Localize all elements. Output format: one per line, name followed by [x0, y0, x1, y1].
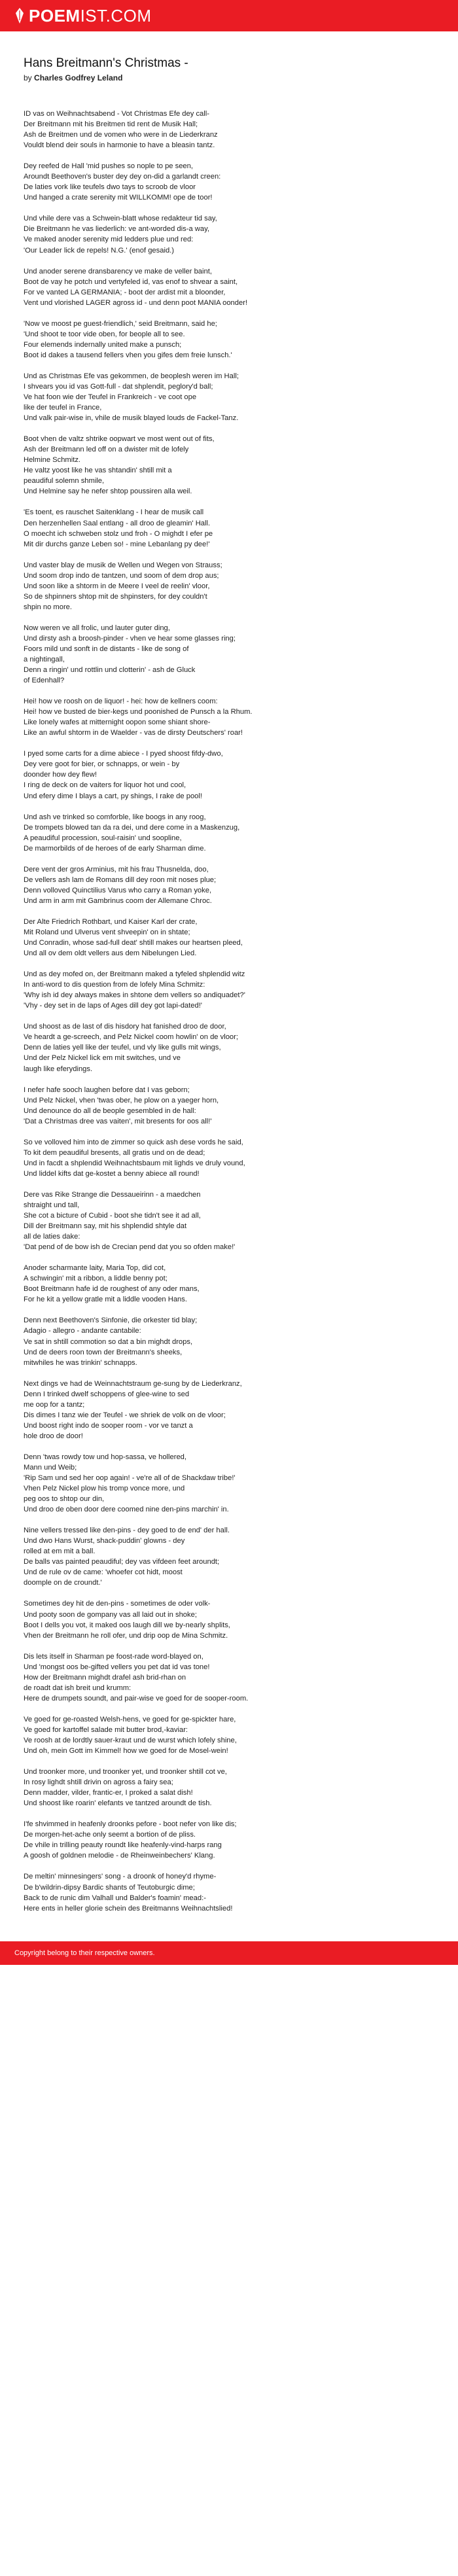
- poem-line: Und liddel kifts dat ge-kostet a benny abiece all round!: [24, 1169, 200, 1178]
- poem-stanza: [24, 1651, 434, 1704]
- poem-line: Denn 'twas rowdy tow und hop-sassa, ve hollered,: [24, 1453, 187, 1461]
- poem-line: mitwhiles he was trinkin' schnapps.: [24, 1358, 137, 1367]
- poem-stanza: [24, 1379, 434, 1441]
- poem-line: Like lonely wafes at mitternight oopon some shiant shore-: [24, 718, 211, 727]
- poem-line: Und troonker more, und troonker yet, und troonker shtill cot ve,: [24, 1768, 227, 1776]
- poem-line: hole droo de door!: [24, 1432, 83, 1440]
- poem-line: Ve roosh at de lordtly sauer-kraut und de wurst which lofely shine,: [24, 1737, 237, 1744]
- poem-line: Boot Breitmann hafe id de roughest of any oder mans,: [24, 1285, 200, 1294]
- copyright-text: Copyright belong to their respective owners.: [14, 1949, 155, 1957]
- poem-line: Boot I dells you vot, it maked oos laugh dill we by-nearly shplits,: [24, 1621, 230, 1629]
- poem-stanza: [24, 749, 434, 801]
- poem-line: Ve goed for kartoffel salade mit butter brod,-kaviar:: [24, 1725, 188, 1734]
- poem-line: 'Why ish id dey always makes in shtone dem vellers so andiquadet?': [24, 991, 245, 1000]
- poem-content: [0, 31, 458, 1914]
- poem-stanza: [24, 1137, 434, 1179]
- poem-line: Ve maked anoder serenity mid ledders plue und red:: [24, 236, 194, 244]
- poem-stanza: [24, 1452, 434, 1515]
- poem-line: Denn next Beethoven's Sinfonie, die orkester tid blay;: [24, 1316, 198, 1325]
- poem-line: Und dwo Hans Wurst, shack-puddin' glowns - dey: [24, 1537, 185, 1545]
- poem-line: So ve volloved him into de zimmer so quick ash dese vords he said,: [24, 1138, 243, 1146]
- poem-line: a nightingall,: [24, 656, 65, 664]
- poem-line: Denn a ringin' und rottlin und clotterin' - ash de Gluck: [24, 666, 196, 675]
- poem-line: Und denounce do all de beople gesembled in de hall:: [24, 1106, 196, 1115]
- poem-line: Aroundt Beethoven's buster dey dey on-did a garlandt creen:: [24, 173, 221, 181]
- poem-line: peg oos to shtop our din,: [24, 1495, 105, 1504]
- poem-line: Die Breitmann he vas liederlich: ve ant-worded dis-a way,: [24, 225, 209, 234]
- poem-line: De marmorbilds of de heroes of de early Sharman dime.: [24, 844, 206, 853]
- poem-line: I pyed some carts for a dime abiece - I pyed shoost fifdy-dwo,: [24, 750, 223, 758]
- poem-line: Hei! how ve busted de bier-kegs und poonished de Punsch a la Rhum.: [24, 708, 253, 716]
- poem-line: Und oh, mein Gott im Kimmel! how we goed for de Mosel-wein!: [24, 1747, 228, 1756]
- poem-line: Denn de laties yell like der teufel, und vly like gulls mit wings,: [24, 1044, 221, 1052]
- poem-line: De trompets blowed tan da ra dei, und dere come in a Maskenzug,: [24, 823, 240, 832]
- poem-line: Mit dir durchs ganze Leben so! - mine Lebanlang py dee!': [24, 540, 210, 548]
- site-footer: [0, 1941, 458, 1965]
- poem-line: Dis lets itself in Sharman pe foost-rade word-blayed on,: [24, 1652, 203, 1661]
- poem-stanza: [24, 1598, 434, 1640]
- poem-stanza: [24, 696, 434, 738]
- poem-stanza: [24, 1315, 434, 1367]
- poem-line: Ve heardt a ge-screech, and Pelz Nickel coom howlin' on de vloor;: [24, 1033, 238, 1042]
- poem-line: Und 'mongst oos be-gifted vellers you pet dat id vas tone!: [24, 1663, 210, 1671]
- poem-line: 'Rip Sam und sed her oop again! - ve're all of de Shackdaw tribe!': [24, 1474, 236, 1483]
- poem-line: Und ash ve trinked so comforble, like boogs in any roog,: [24, 813, 206, 821]
- poem-line: 'Es toent, es rauschet Saitenklang - I hear de musik call: [24, 508, 204, 517]
- poem-line: Anoder scharmante laity, Maria Top, did cot,: [24, 1264, 166, 1273]
- poem-line: Der Alte Friedrich Rothbart, und Kaiser Karl der crate,: [24, 917, 198, 926]
- poem-line: In anti-word to dis question from de lofely Mina Schmitz:: [24, 981, 205, 989]
- poem-line: Boot de vay he potch und vertyfeled id, vas enof to shvear a saint,: [24, 277, 238, 286]
- poem-line: doomple on de croundt.': [24, 1579, 102, 1587]
- poem-stanza: [24, 1190, 434, 1252]
- poem-line: ID vas on Weihnachtsabend - Vot Christmas Efe dey call-: [24, 110, 209, 118]
- poem-line: How der Breitmann mighdt drafel ash brid-rhan on: [24, 1673, 186, 1682]
- poem-line: Vhen der Breitmann he roll ofer, und drip oop de Mina Schmitz.: [24, 1631, 228, 1640]
- poem-line: De meltin' minnesingers' song - a droonk of honey'd rhyme-: [24, 1873, 217, 1881]
- poem-line: De laties vork like teufels dwo tays to scroob de vloor: [24, 183, 196, 192]
- poem-line: Und vaster blay de musik de Wellen und Wegen von Strauss;: [24, 561, 222, 569]
- poem-line: To kit dem peaudiful bresents, all gratis und on de dead;: [24, 1148, 205, 1157]
- poem-line: O moecht ich schweben stolz und froh - O mighdt I efer pe: [24, 529, 213, 538]
- poem-line: 'Our Leader lick de repels! N.G.' (enof gesaid.): [24, 246, 174, 255]
- poem-line: Und Conradin, whose sad-full deat' shtill makes our heartsen pleed,: [24, 939, 243, 947]
- poem-line: 'Now ve moost pe guest-friendlich,' seid Breitmann, said he;: [24, 319, 217, 328]
- poem-stanza: [24, 1819, 434, 1861]
- poem-line: Und de rule ov de came: 'whoefer cot hidt, moost: [24, 1568, 183, 1577]
- poem-line: Und de deers roon town der Breitmann's sheeks,: [24, 1348, 183, 1356]
- poem-stanza: [24, 371, 434, 423]
- poem-line: Denn madder, vilder, frantic-er, I proked a salat dish!: [24, 1789, 193, 1797]
- poem-line: Und as dey mofed on, der Breitmann maked a tyfeled shplendid witz: [24, 970, 245, 979]
- poem-line: Mann und Weib;: [24, 1463, 77, 1472]
- poem-line: shpin no more.: [24, 603, 73, 611]
- poem-line: Ash der Breitmann led off on a dwister mit de lofely: [24, 446, 189, 454]
- poem-line: Boot vhen de valtz shtrike oopwart ve most went out of fits,: [24, 435, 215, 444]
- poem-stanza: [24, 812, 434, 854]
- poem-line: Dis dimes I tanz wie der Teufel - we shriek de volk on de vloor;: [24, 1411, 226, 1419]
- poem-body: [24, 109, 434, 1914]
- poem-stanza: [24, 1525, 434, 1588]
- poem-line: Foors mild und sonft in de distants - like de song of: [24, 644, 189, 653]
- poem-stanza: [24, 1021, 434, 1074]
- poem-line: Back to de runic dim Valhall und Balder's foamin' mead:-: [24, 1894, 206, 1902]
- poem-line: Four elemends indernally united make a punsch;: [24, 340, 182, 349]
- poem-line: Vhen Pelz Nickel plow his tromp vonce more, und: [24, 1485, 185, 1493]
- poem-line: rolled at em mit a ball.: [24, 1547, 96, 1556]
- poem-stanza: [24, 109, 434, 150]
- poem-line: A schwingin' mit a ribbon, a liddle benny pot;: [24, 1275, 167, 1283]
- poem-line: Und droo de oben door dere coomed nine den-pins marchin' in.: [24, 1506, 229, 1514]
- poem-line: De balls vas painted peaudiful; dey vas vifdeen feet aroundt;: [24, 1558, 220, 1566]
- poem-line: shtraight und tall,: [24, 1201, 80, 1209]
- poem-stanza: [24, 319, 434, 361]
- poem-line: Dill der Breitmann say, mit his shplendid shtyle dat: [24, 1222, 187, 1231]
- quill-pen-icon: [14, 7, 25, 24]
- poem-line: Dey reefed de Hall 'mid pushes so nople to pe seen,: [24, 162, 193, 171]
- poem-line: For ve vanted LA GERMANIA; - boot der ardist mit a bloonder,: [24, 288, 226, 296]
- poem-stanza: [24, 1714, 434, 1756]
- poem-line: De vellers ash lam de Romans dill dey roon mit noses plue;: [24, 875, 217, 884]
- logo-text-bold: POEM: [29, 5, 80, 26]
- poem-stanza: [24, 969, 434, 1011]
- poem-line: Und anoder serene dransbarency ve make de veller baint,: [24, 267, 212, 275]
- poem-line: doonder how dey flew!: [24, 771, 97, 779]
- poem-line: I ring de deck on de vaiters for liquor hot und cool,: [24, 781, 186, 790]
- byline-prefix: by: [24, 73, 32, 82]
- poem-line: She cot a bicture of Cubid - boot she tidn't see it ad all,: [24, 1212, 201, 1220]
- poem-stanza: [24, 917, 434, 959]
- poem-line: Adagio - allegro - andante cantabile:: [24, 1327, 141, 1335]
- site-header: [0, 0, 458, 31]
- poem-line: Und arm in arm mit Gambrinus coom der Allemane Chroc.: [24, 896, 212, 905]
- poem-line: Und dirsty ash a broosh-pinder - vhen ve hear some glasses ring;: [24, 634, 236, 643]
- poem-title: Hans Breitmann's Christmas -: [24, 56, 188, 70]
- poem-line: Und in facdt a shplendid Weihnachtsbaum mit lighds ve druly vound,: [24, 1159, 245, 1167]
- poem-line: Ash de Breitmen und de vomen who were in de Liederkranz: [24, 131, 218, 139]
- poem-line: Und der Pelz Nickel lick em mit switches, und ve: [24, 1054, 181, 1063]
- site-logo[interactable]: [14, 6, 152, 26]
- poem-line: Hei! how ve roosh on de liquor! - hei: how de kellners coom:: [24, 697, 218, 706]
- poem-line: like der teufel in France,: [24, 404, 102, 412]
- poem-line: Next dings ve had de Weinnachtstraum ge-sung by de Liederkranz,: [24, 1379, 242, 1388]
- poem-line: A peaudiful procession, soul-raisin' und soopline,: [24, 834, 182, 842]
- poem-line: Und Helmine say he nefer shtop poussiren alla weil.: [24, 487, 192, 496]
- byline: [24, 73, 434, 82]
- poem-line: Like an awful shtorm in de Waelder - vas de dirsty Deutschers' roar!: [24, 729, 243, 737]
- poem-stanza: [24, 213, 434, 255]
- poem-stanza: [24, 1263, 434, 1305]
- poem-line: Dere vent der gros Arminius, mit his frau Thusnelda, doo,: [24, 865, 209, 873]
- poem-line: of Edenhall?: [24, 677, 65, 685]
- poem-stanza: [24, 1085, 434, 1127]
- poem-line: Now weren ve all frolic, und lauter guter ding,: [24, 624, 170, 632]
- poem-line: all de laties dake:: [24, 1233, 80, 1241]
- poem-line: Denn I trinked dwelf schoppens of glee-wine to sed: [24, 1390, 190, 1398]
- poem-line: 'Und shoot te toor vide oben, for beople all to see.: [24, 330, 185, 338]
- poem-stanza: [24, 161, 434, 203]
- poem-stanza: [24, 1767, 434, 1808]
- logo-text-light: IST.COM: [80, 5, 152, 26]
- poem-line: Und vhile dere vas a Schwein-blatt whose redakteur tid say,: [24, 215, 217, 223]
- poem-line: Here ents in heller glorie schein des Breitmanns Weihnachtslied!: [24, 1904, 233, 1913]
- poem-stanza: [24, 560, 434, 612]
- poem-line: Dere vas Rike Strange die Dessaueirinn - a maedchen: [24, 1190, 201, 1199]
- poem-line: I shvears you id vas Gott-full - dat shplendit, peglory'd ball;: [24, 382, 213, 391]
- poem-line: de roadt dat ish breit und krumm:: [24, 1684, 132, 1692]
- poem-line: 'Dat pend of de bow ish de Crecian pend dat you so ofden make!': [24, 1243, 236, 1252]
- poem-line: He valtz yoost like he vas shtandin' shtill mit a: [24, 467, 172, 475]
- poem-line: Vouldt blend deir souls in harmonie to have a bleasin tantz.: [24, 141, 215, 150]
- poem-line: In rosy lighdt shtill drivin on agross a fairy sea;: [24, 1778, 173, 1787]
- poem-line: Und soon like a shtorm in de Meere I veel de reelin' vloor,: [24, 582, 210, 590]
- poem-line: De b'wildrin-dipsy Bardic shants of Teutoburgic dime;: [24, 1883, 195, 1892]
- poem-line: Und valk pair-wise in, vhile de musik blayed louds de Fackel-Tanz.: [24, 414, 239, 423]
- poem-line: Helmine Schmitz.: [24, 456, 81, 465]
- poem-line: Den herzenhellen Saal entlang - all droo de gleamin' Hall.: [24, 519, 211, 527]
- poem-line: Vent und vlorished LAGER agross id - und denn poot MANIA oonder!: [24, 298, 248, 307]
- poem-line: De morgen-het-ache only seemt a bortion of de pliss.: [24, 1831, 196, 1839]
- poem-line: I'fe shvimmed in heafenly droonks pefore - boot nefer von like dis;: [24, 1820, 237, 1829]
- poem-line: Und Pelz Nickel, vhen 'twas ober, he plow on a yaeger horn,: [24, 1096, 219, 1104]
- poem-stanza: [24, 266, 434, 308]
- poem-line: Und hanged a crate serenity mit WILLKOMM! ope de toor!: [24, 194, 213, 202]
- author-link[interactable]: Charles Godfrey Leland: [34, 73, 123, 82]
- poem-line: Mit Roland und Ulverus vent shveepin' on in shtate;: [24, 928, 190, 936]
- poem-line: Dey vere goot for bier, or schnapps, or wein - by: [24, 760, 180, 769]
- poem-line: Ve sat in shtill commotion so dat a bin mighdt drops,: [24, 1337, 193, 1346]
- poem-stanza: [24, 434, 434, 497]
- poem-line: 'Vhy - dey set in de laps of Ages dill dey got lapi-dated!': [24, 1002, 202, 1010]
- poem-line: me oop for a tantz;: [24, 1400, 85, 1409]
- poem-line: For he kit a yellow gratle mit a liddle vooden Hans.: [24, 1296, 187, 1304]
- poem-stanza: [24, 1871, 434, 1913]
- poem-line: Und efery dime I blays a cart, py shings, I rake de pool!: [24, 792, 202, 800]
- poem-line: Der Breitmann mit his Breitmen tid rent de Musik Hall;: [24, 120, 198, 129]
- poem-line: Und soom drop indo de tantzen, und soom of dem drop aus;: [24, 571, 219, 580]
- poem-line: laugh like eferydings.: [24, 1065, 93, 1073]
- poem-line: Und as Christmas Efe vas gekommen, de beoplesh weren im Hall;: [24, 372, 239, 380]
- poem-line: Und boost right indo de sooper room - vor ve tanzt a: [24, 1421, 193, 1430]
- poem-stanza: [24, 623, 434, 686]
- poem-line: Sometimes dey hit de den-pins - sometimes de oder volk-: [24, 1600, 211, 1608]
- poem-line: peaudiful solemn shmile,: [24, 477, 105, 485]
- poem-stanza: [24, 864, 434, 906]
- poem-line: Und shoost like roarin' elefants ve tantzed aroundt de tish.: [24, 1799, 212, 1808]
- poem-line: Und all ov dem oldt vellers aus dem Nibelungen Lied.: [24, 949, 197, 958]
- poem-line: Und shoost as de last of dis hisdory hat fanished droo de door,: [24, 1023, 226, 1031]
- poem-line: Und pooty soon de gompany vas all laid out in shoke;: [24, 1610, 197, 1619]
- poem-stanza: [24, 507, 434, 549]
- poem-line: Ve hat foon wie der Teufel in Frankreich - ve coot ope: [24, 393, 197, 402]
- poem-line: Ve goed for ge-roasted Welsh-hens, ve goed for ge-spickter hare,: [24, 1715, 236, 1723]
- poem-line: Nine vellers tressed like den-pins - dey goed to de end' der hall.: [24, 1526, 230, 1535]
- poem-line: I nefer hafe sooch laughen before dat I vas geborn;: [24, 1085, 190, 1094]
- poem-line: Denn volloved Quinctilius Varus who carry a Roman yoke,: [24, 886, 212, 894]
- poem-line: A goosh of goldnen melodie - de Rheinweinbechers' Klang.: [24, 1852, 215, 1860]
- poem-line: Boot id dakes a tausend fellers vhen you gifes dem freie lunsch.': [24, 351, 232, 359]
- poem-line: Here de drumpets soundt, and pair-wise ve goed for de sooper-room.: [24, 1694, 249, 1703]
- poem-line: So de shpinners shtop mit de shpinsters, for dey couldn't: [24, 592, 207, 601]
- poem-line: De vhile in trilling peauty roundt like heafenly-vind-harps rang: [24, 1841, 222, 1850]
- poem-line: 'Dat a Christmas dree vas vaiten', mit bresents for oos all!': [24, 1117, 212, 1125]
